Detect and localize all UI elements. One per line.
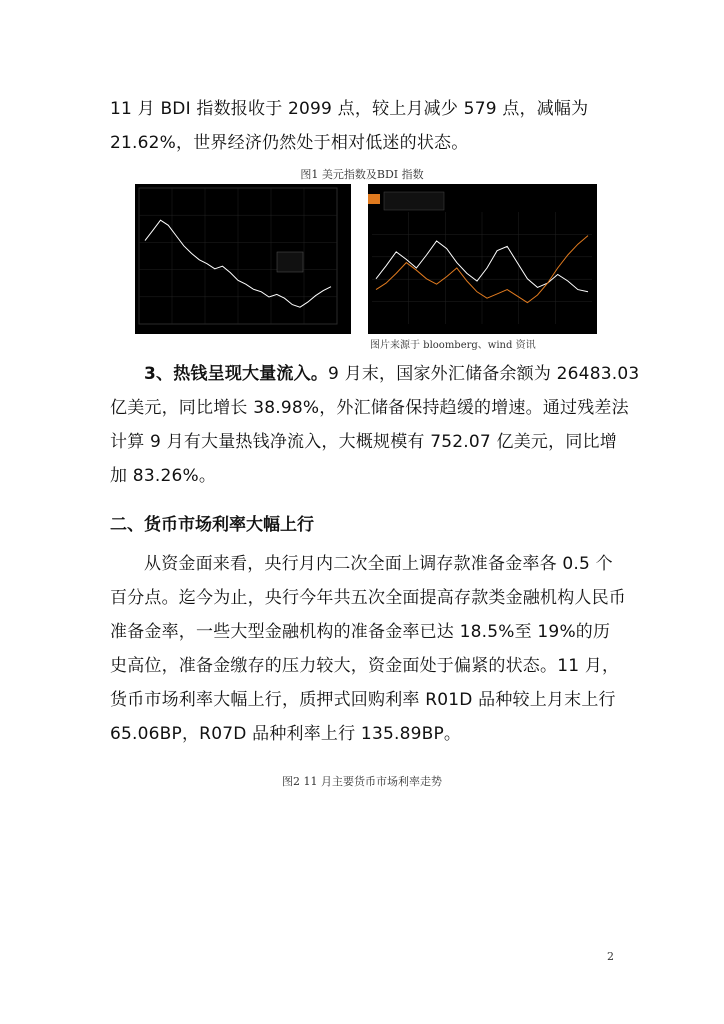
chart-legend-box — [277, 252, 303, 272]
usd-index-chart — [135, 184, 351, 334]
usd-index-chart-svg — [135, 184, 351, 334]
paragraph-hot-money — [110, 357, 640, 493]
paragraph-line: 准备金率，一些大型金融机构的准备金率已达 18.5%至 19%的历 — [110, 622, 611, 642]
paragraph-line: 亿美元，同比增长 38.98%，外汇储备保持趋缓的增速。通过残差法 — [110, 398, 629, 418]
page-number: 2 — [607, 950, 614, 963]
bdi-index-chart — [368, 184, 597, 334]
paragraph-lead: 3、热钱呈现大量流入。 — [144, 364, 329, 384]
paragraph-line: 史高位，准备金缴存的压力较大，资金面处于偏紧的状态。11 月， — [110, 656, 620, 676]
paragraph-line: 65.06BP，R07D 品种利率上行 135.89BP。 — [110, 724, 462, 744]
paragraph-bdi — [110, 92, 618, 160]
paragraph-line: 百分点。迄今为止，央行今年共五次全面提高存款类金融机构人民币 — [110, 588, 626, 608]
paragraph-line-rest: 9 月末，国家外汇储备余额为 26483.03 — [328, 364, 640, 384]
section-heading: 二、货币市场利率大幅上行 — [110, 515, 314, 535]
chart-header-marker — [368, 194, 380, 204]
paragraph-line: 加 83.26%。 — [110, 466, 217, 486]
paragraph-line: 21.62%，世界经济仍然处于相对低迷的状态。 — [110, 133, 469, 153]
paragraph-money-market — [110, 547, 626, 751]
chart-legend-box — [384, 192, 444, 210]
figure-1-source: 图片来源于 bloomberg、wind 资讯 — [370, 340, 536, 351]
paragraph-line: 计算 9 月有大量热钱净流入，大概规模有 752.07 亿美元，同比增 — [110, 432, 617, 452]
paragraph-line: 11 月 BDI 指数报收于 2099 点，较上月减少 579 点，减幅为 — [110, 99, 589, 119]
figure-1-caption: 图1 美元指数及BDI 指数 — [300, 168, 424, 181]
paragraph-line: 货币市场利率大幅上行，质押式回购利率 R01D 品种较上月末上行 — [110, 690, 616, 710]
bdi-index-chart-svg — [368, 184, 597, 334]
paragraph-line: 从资金面来看，央行月内二次全面上调存款准备金率各 0.5 个 — [144, 554, 613, 574]
figure-2-caption: 图2 11 月主要货币市场利率走势 — [282, 775, 442, 788]
paragraph-line — [110, 357, 640, 391]
